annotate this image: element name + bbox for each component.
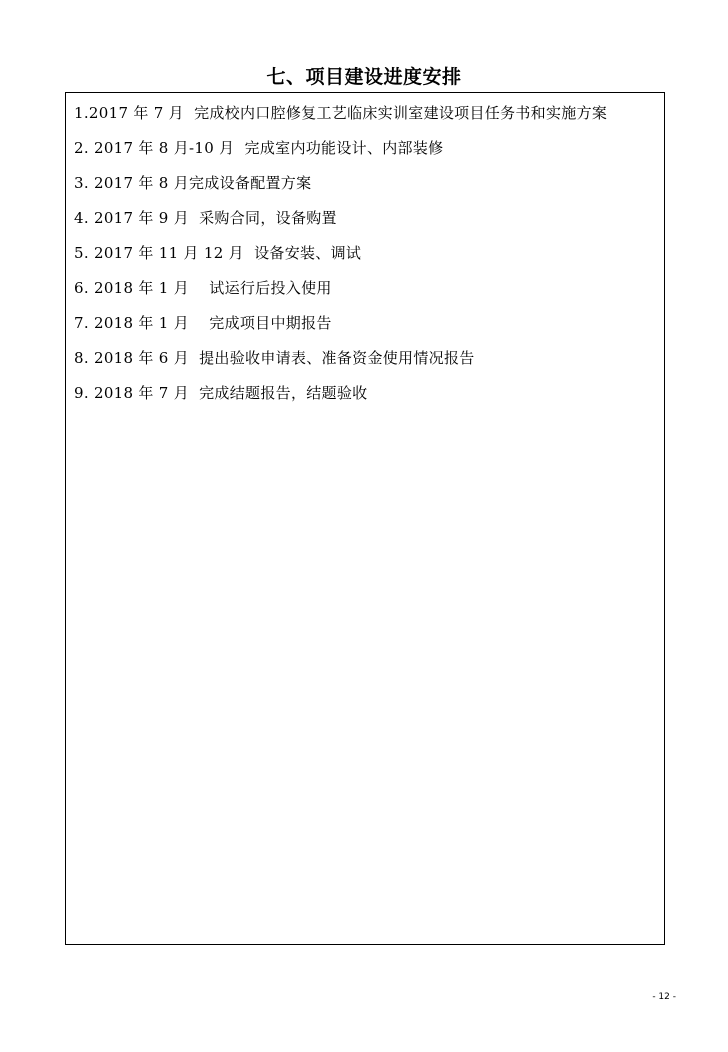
schedule-item: 5. 2017 年 11 月 12 月 设备安装、调试 [74, 244, 362, 262]
schedule-item: 6. 2018 年 1 月 试运行后投入使用 [74, 279, 332, 297]
schedule-item: 2. 2017 年 8 月-10 月 完成室内功能设计、内部装修 [74, 139, 444, 157]
schedule-box [65, 92, 665, 945]
schedule-item: 3. 2017 年 8 月完成设备配置方案 [74, 174, 312, 192]
schedule-item: 7. 2018 年 1 月 完成项目中期报告 [74, 314, 332, 332]
page-number: - 12 - [652, 992, 676, 1002]
section-title: 七、项目建设进度安排 [266, 66, 462, 88]
schedule-item: 9. 2018 年 7 月 完成结题报告，结题验收 [74, 384, 368, 402]
schedule-item: 8. 2018 年 6 月 提出验收申请表、准备资金使用情况报告 [74, 349, 475, 367]
schedule-item: 4. 2017 年 9 月 采购合同，设备购置 [74, 209, 337, 227]
schedule-item: 1.2017 年 7 月 完成校内口腔修复工艺临床实训室建设项目任务书和实施方案 [74, 104, 608, 122]
schedule-list [74, 96, 658, 411]
